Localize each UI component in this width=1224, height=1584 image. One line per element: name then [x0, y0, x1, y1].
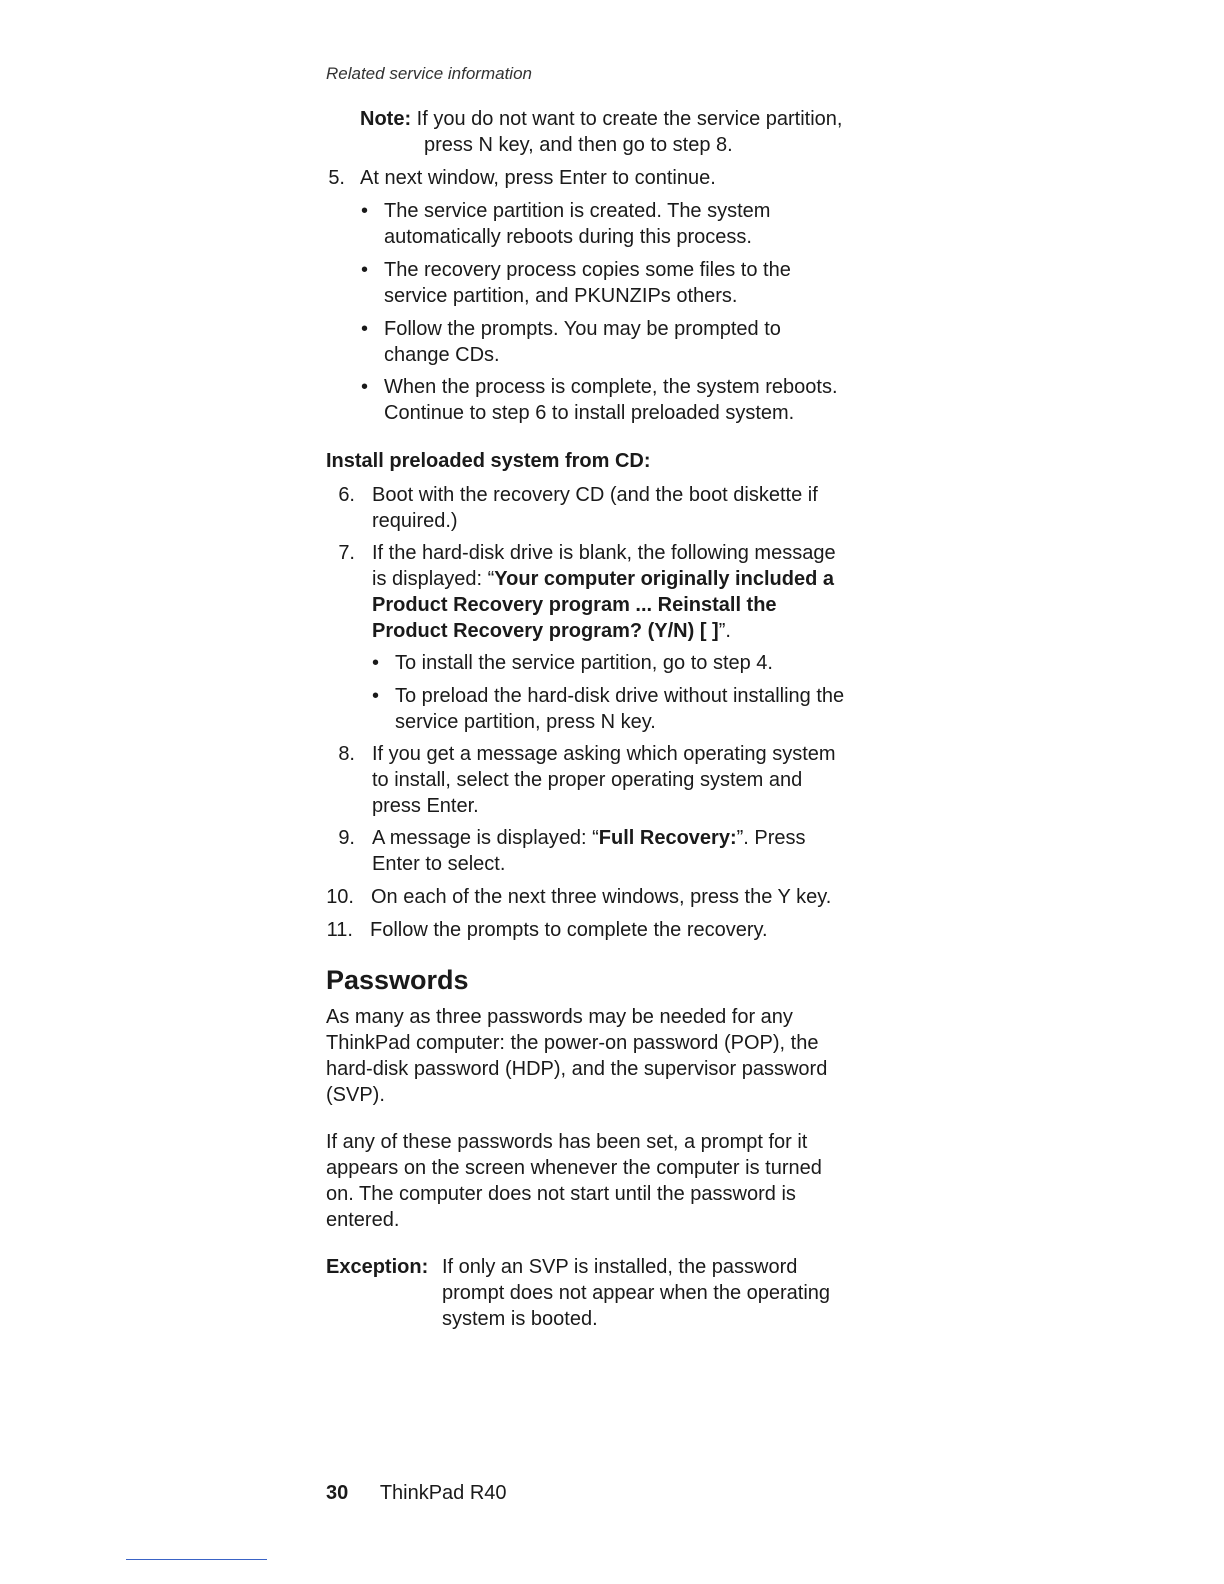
- step-number: 9.: [338, 827, 355, 849]
- list-item: Follow the prompts. You may be prompted to change CDs.: [384, 318, 781, 366]
- paragraph: As many as three passwords may be needed for any ThinkPad computer: the power-on password (POP), the hard-disk password (HDP), and the supervisor password (SVP).: [326, 1006, 828, 1106]
- paragraph: If any of these passwords has been set, a prompt for it appears on the screen whenever the computer is turned on. The computer does not start until the password is entered.: [326, 1131, 822, 1231]
- bullet-icon: •: [361, 259, 369, 281]
- step-text: If the hard-disk drive is blank, the following message is displayed: “Your computer originally included a Product Recovery program ... Reinstall the Product Recovery program? (Y/N) [ ]”.: [372, 542, 836, 642]
- step-text: On each of the next three windows, press the Y key.: [371, 886, 832, 908]
- step-number: 5.: [328, 167, 345, 189]
- running-header: Related service information: [326, 64, 532, 83]
- step-text: Follow the prompts to complete the recovery.: [370, 919, 768, 941]
- exception-label: Exception:: [326, 1256, 429, 1278]
- bullet-icon: •: [361, 318, 369, 340]
- step-text: A message is displayed: “Full Recovery:”. Press Enter to select.: [372, 827, 806, 875]
- note-label: Note:: [360, 108, 412, 130]
- list-item: The service partition is created. The system automatically reboots during this process.: [384, 200, 771, 248]
- step-text: If you get a message asking which operating system to install, select the proper operating system and press Enter.: [372, 743, 836, 817]
- step-number: 10.: [326, 886, 354, 908]
- note-block: [360, 106, 842, 132]
- page-number: 30: [326, 1482, 349, 1504]
- list-item: When the process is complete, the system reboots. Continue to step 6 to install preloaded system.: [384, 376, 838, 424]
- page-footer: [326, 1480, 507, 1506]
- product-name: ThinkPad R40: [379, 1482, 507, 1504]
- list-item: To preload the hard-disk drive without installing the service partition, press N key.: [395, 685, 845, 733]
- exception-text: If only an SVP is installed, the password prompt does not appear when the operating system is booted.: [442, 1256, 831, 1330]
- list-item: To install the service partition, go to step 4.: [395, 652, 773, 674]
- step-text: Boot with the recovery CD (and the boot diskette if required.): [372, 484, 818, 532]
- bullet-icon: •: [361, 376, 369, 398]
- bullet-icon: •: [372, 685, 380, 707]
- step-number: 11.: [326, 919, 353, 941]
- section-subheading: Install preloaded system from CD:: [326, 450, 651, 472]
- note-text-line1: If you do not want to create the service partition,: [416, 108, 843, 130]
- bullet-icon: •: [361, 200, 369, 222]
- step-number: 6.: [338, 484, 355, 506]
- divider: [126, 1559, 267, 1560]
- step-number: 7.: [338, 542, 355, 564]
- section-title: Passwords: [326, 965, 469, 995]
- note-text-line2: press N key, and then go to step 8.: [424, 134, 733, 156]
- step-number: 8.: [338, 743, 355, 765]
- bullet-icon: •: [372, 652, 380, 674]
- list-item: The recovery process copies some files to the service partition, and PKUNZIPs others.: [384, 259, 791, 307]
- step-text: At next window, press Enter to continue.: [360, 167, 716, 189]
